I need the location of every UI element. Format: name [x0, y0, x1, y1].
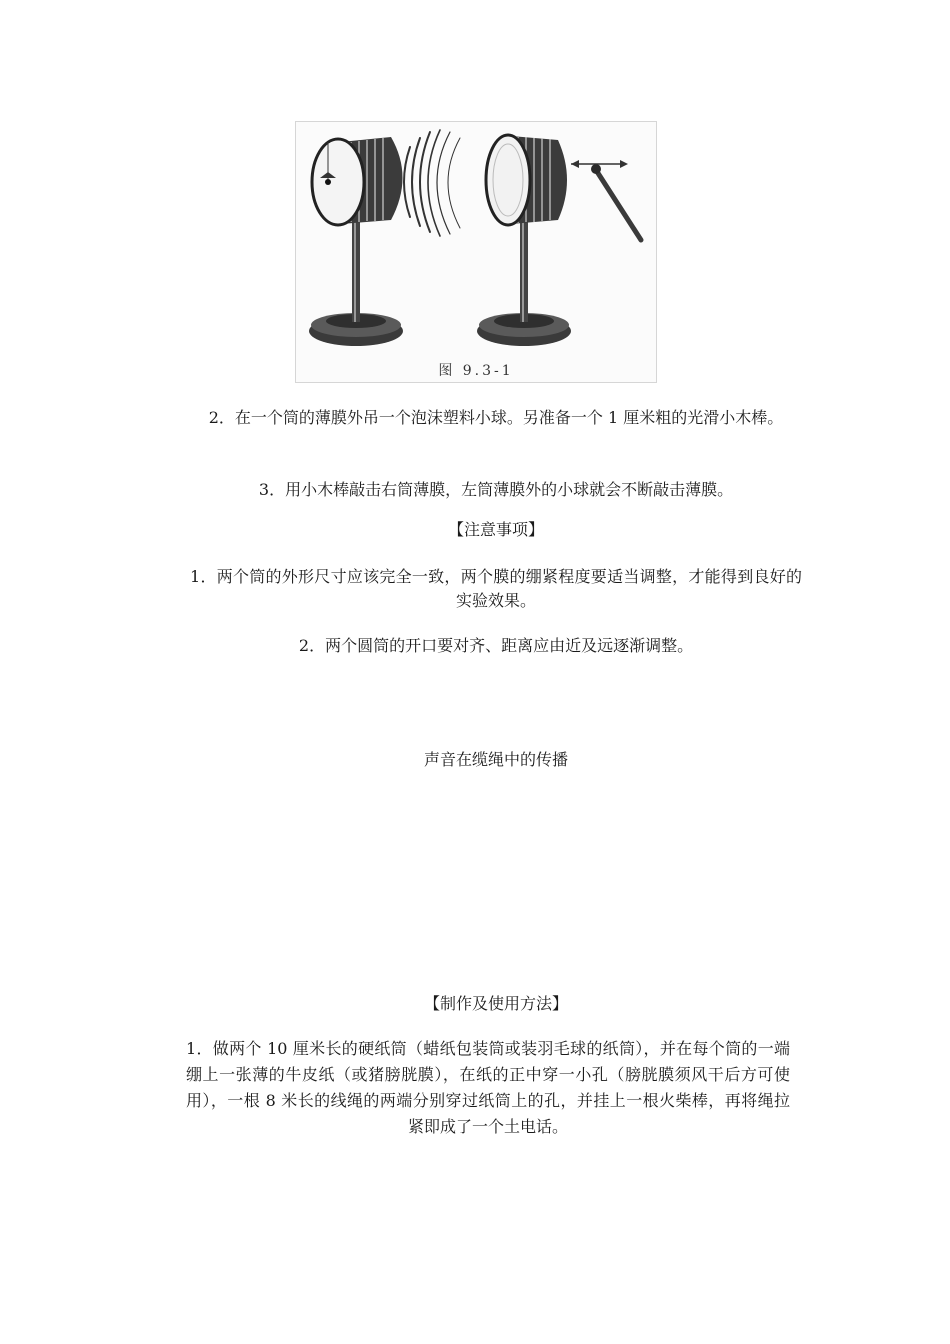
figure-caption: 图 9.3-1	[438, 363, 514, 379]
method-heading: 【制作及使用方法】	[423, 994, 568, 1013]
step-3-text: 3．用小木棒敲击右筒薄膜，左筒薄膜外的小球就会不断敲击薄膜。	[258, 480, 734, 499]
two-drums-illustration	[296, 122, 656, 382]
section-title: 声音在缆绳中的传播	[423, 750, 568, 769]
note-2-text: 2．两个圆筒的开口要对齐、距离应由近及远逐渐调整。	[298, 636, 694, 655]
striking-stick	[571, 160, 641, 240]
method-item-1-text: 1．做两个 10 厘米长的硬纸筒（蜡纸包装筒或装羽毛球的纸筒），并在每个筒的一端绷上一张薄的牛皮纸（或猪膀胱膜），在纸的正中穿一小孔（膀胱膜须风干后方可使用），一根 8 米长的线绳的两端分别穿过纸筒上的孔，并挂上一根火柴棒，再将绳拉紧即成了一个土电话。	[186, 1039, 790, 1136]
experiment-figure	[295, 121, 657, 383]
right-drum-apparatus	[477, 135, 571, 346]
left-drum-apparatus	[309, 137, 403, 346]
notes-heading: 【注意事项】	[447, 520, 544, 539]
step-2-text: 2．在一个筒的薄膜外吊一个泡沫塑料小球。另准备一个 1 厘米粗的光滑小木棒。	[208, 408, 784, 427]
note-1-text: 1．两个筒的外形尺寸应该完全一致，两个膜的绷紧程度要适当调整，才能得到良好的实验效果。	[190, 567, 802, 610]
sound-waves	[404, 130, 460, 236]
